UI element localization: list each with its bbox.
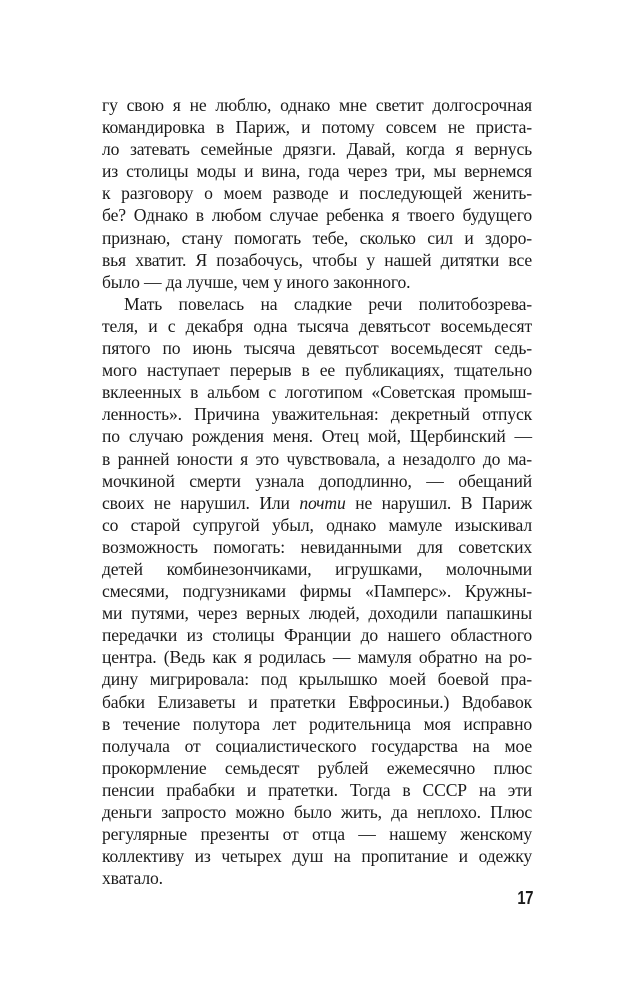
text-line: мого наступает перерыв в ее публикациях, тщательно: [102, 360, 532, 381]
text-line: возможность помогать: невиданными для советских: [102, 536, 532, 557]
text-line: деньги запросто можно было жить, да неплохо. Плюс: [102, 802, 532, 822]
text-line: получала от социалистического государства на мое: [102, 735, 532, 756]
text-line: коллективу из четырех душ на пропитание и одежку: [102, 846, 532, 867]
text-line: вья хватит. Я позабочусь, чтобы у нашей дитятки все: [102, 249, 532, 270]
text-line: вклеенных в альбом с логотипом «Советская промыш-: [102, 382, 532, 403]
text-line: пятого по июнь тысяча девятьсот восемьдесят седь-: [102, 338, 532, 359]
text-line: из столицы моды и вина, года через три, мы вернемся: [102, 161, 532, 182]
text-line: детей комбинезончиками, игрушками, молочными: [102, 558, 532, 579]
text-line: ленность». Причина уважительная: декретный отпуск: [102, 404, 532, 425]
text-line: регулярные презенты от отца — нашему женскому: [102, 824, 532, 845]
text-line: было — да лучше, чем у иного законного.: [102, 271, 411, 292]
text-line: со старой супругой убыл, однако мамуле изыскивал: [102, 514, 532, 535]
text-line: центра. (Ведь как я родилась — мамуля обратно на ро-: [102, 647, 532, 668]
text-line: дину мигрировала: под крылышко моей боевой пра-: [102, 669, 532, 690]
text-line: в течение полутора лет родительница моя исправно: [102, 713, 532, 734]
text-line: смесями, подгузниками фирмы «Памперс». Кружны-: [102, 581, 532, 602]
text-line: по случаю рождения меня. Отец мой, Щербинский —: [102, 426, 532, 447]
text-line-with-italic: [102, 492, 532, 514]
text-line: передачки из столицы Франции до нашего областного: [102, 625, 532, 646]
text-line: гу свою я не люблю, однако мне светит долгосрочная: [102, 95, 532, 115]
text-line: бе? Однако в любом случае ребенка я твоего будущего: [102, 205, 532, 226]
page-number: 17: [517, 888, 533, 908]
text-segment: своих не нарушил. Или: [102, 492, 290, 513]
italic-word: почти: [299, 492, 346, 513]
text-line: командировка в Париж, и потому совсем не приста-: [102, 117, 532, 138]
text-line: к разговору о моем разводе и последующей женить-: [102, 183, 532, 204]
text-line: хватало.: [102, 868, 163, 889]
text-line: теля, и с декабря одна тысяча девятьсот восемьдесят: [102, 315, 532, 336]
body-text: [102, 94, 532, 889]
text-line: пенсии прабабки и пратетки. Тогда в СССР на эти: [102, 779, 532, 800]
text-line: признаю, стану помогать тебе, сколько сил и здоро-: [102, 227, 532, 248]
text-line: бабки Елизаветы и пратетки Евфросиньи.) Вдобавок: [102, 691, 532, 712]
paragraph-first-line: Мать повелась на сладкие речи политобозрева-: [124, 293, 532, 314]
text-line: ми путями, через верных людей, доходили папашкины: [102, 603, 532, 624]
text-line: прокормление семьдесят рублей ежемесячно плюс: [102, 757, 532, 778]
text-line: ло затевать семейные дрязги. Давай, когда я вернусь: [102, 139, 532, 160]
text-line: мочкиной смерти узнала доподлинно, — обещаний: [102, 470, 532, 491]
text-segment: не нарушил. В Париж: [355, 492, 532, 513]
text-line: в ранней юности я это чувствовала, а незадолго до ма-: [102, 448, 532, 469]
